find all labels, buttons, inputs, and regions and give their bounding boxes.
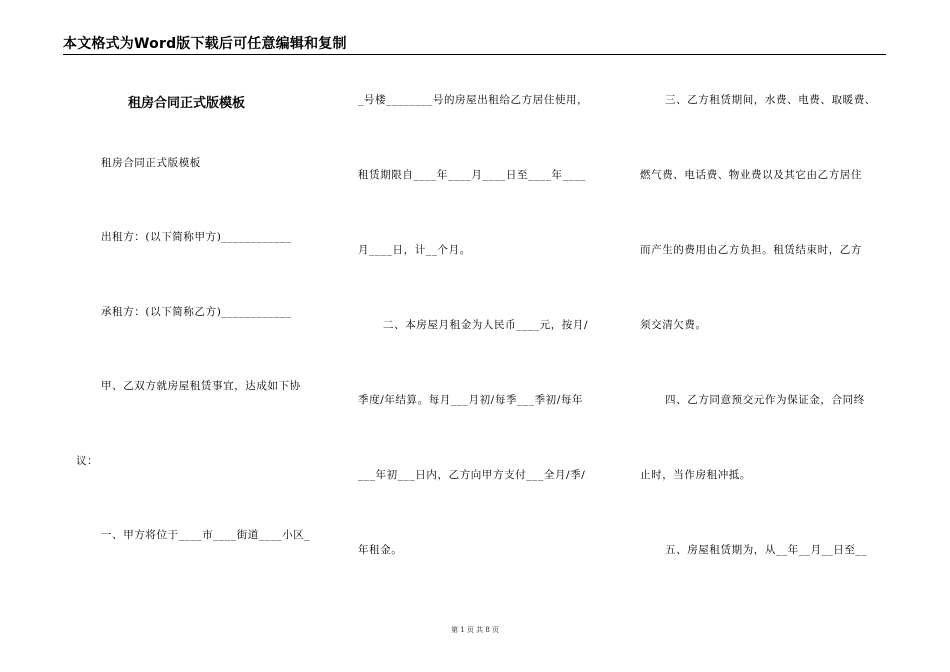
header-divider [63,54,886,55]
col1-line-5: 议： [76,455,99,467]
col2-line-3: 月____日，计__个月。 [358,244,471,256]
col2-line-5: 季度/年结算。每月___月初/每季___季初/每年 [358,394,584,406]
col3-line-2: 燃气费、电话费、物业费以及其它由乙方居住 [640,169,862,181]
col1-line-1: 租房合同正式版模板 [101,157,201,169]
col2-line-2: 租赁期限自____年____月____日至____年____ [358,169,586,181]
col2-line-4: 二、本房屋月租金为人民币____元，按月/ [383,319,589,331]
col3-line-1: 三、乙方租赁期间，水费、电费、取暖费、 [665,94,876,106]
col2-line-1: _号楼________号的房屋出租给乙方居住使用， [358,94,589,106]
col2-line-6: ___年初___日内，乙方向甲方支付___全月/季/ [358,469,586,481]
col1-line-2: 出租方：(以下简称甲方)____________ [101,231,292,243]
col1-line-4: 甲、乙双方就房屋租赁事宜，达成如下协 [101,380,301,392]
document-header: 本文格式为Word版下载后可任意编辑和复制 [63,36,347,52]
col3-line-5: 四、乙方同意预交元作为保证金，合同终 [665,394,865,406]
col3-line-4: 须交清欠费。 [640,319,707,331]
col3-line-3: 而产生的费用由乙方负担。租赁结束时，乙方 [640,244,862,256]
col3-line-7: 五、房屋租赁期为，从__年__月__日至__ [665,544,868,556]
col1-line-3: 承租方：(以下简称乙方)____________ [101,306,292,318]
col3-line-6: 止时，当作房租冲抵。 [640,469,751,481]
document-title: 租房合同正式版模板 [128,96,246,111]
page-indicator: 第 1 页 共 8 页 [450,626,500,634]
col2-line-7: 年租金。 [358,544,403,556]
col1-line-6: 一、甲方将位于____市____街道____小区_ [101,529,311,541]
